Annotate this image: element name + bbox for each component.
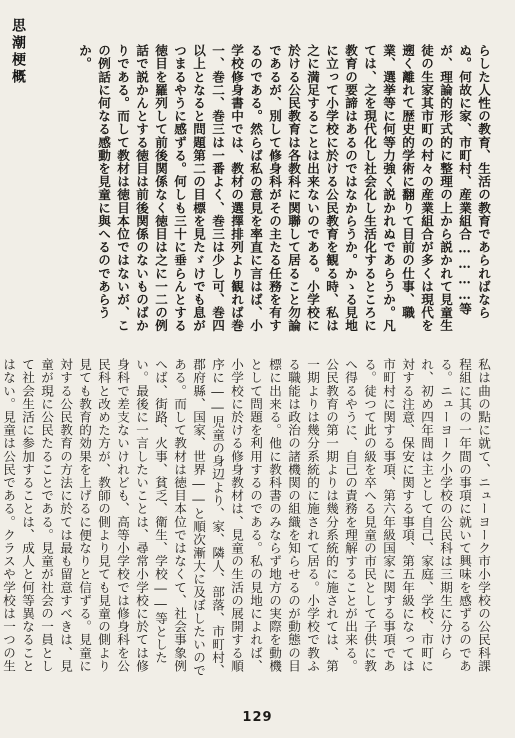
upper-text-block: らした人性の教育、生活の教育であらればならぬ。何故に家、市町村、産業組合…………等が、理論的形式的に整理の上から説かれて見童生徒の生家其市町の村々の産業組合が多くは現代を遡く離れて歴史的学術に翻りて目前の仕事、職業、選挙等に何等力強く説かれぬであらうか。凡ては、之を現代化し社会化し生活化するところに教育の要諦はあるのではなからうか。かゝる見地に立って小学校に於ける公民教育を観る時、私は之に満足することは出来ないのである。小学校に於ける公民教育は各教科に関聯して居ること勿論であるが、別して修身科がその主たる任務を有するのである。然らば私の意見を率直に言はば、小学校修身書中では、教材の選擇排列より観れば巻一、巻二、巻三は一番よく、巻三は少し可、巻四以上となると問題第二の目標を見たゞけでも息がつまるやうに感ずる。何しも三十に垂らんとする徳目を羅列して前後関係なく徳目は之に一二の例話で説かんとする徳目は前後関係のないものばかりである。而して教材は徳目本位ではないが、この例話に何なる感動を見童に與へるのであらうか。 xyxy=(77,44,491,333)
running-header: 思潮梗概 xyxy=(10,18,26,86)
page-number: 129 xyxy=(242,710,273,725)
lower-text-block: 私は曲の點に就て、ニューヨーク市小学校の公民科課程組に其の一年間の事項に就いて興味を感ずるのである。ニューヨーク小学校の公民科は三期生に分けられ、初め四年間は主として自己、家庭、学校、市町に対する注意、保安に関する事項、第五年級になっては市町村に関する事項、第六年級国家に関する事項である。徒つて此の級を卒へる見童の市民として子供に教へ得るやうに、自己の責務を理解することが出来る。公民教育の第一期よりは幾分系統的に施されては、第一期よりは幾分系統的に施されて居る。小学校で教ふる職能は政治の諸機関の組織を知らせるのが動態の目標に出来る。他に教科書のみならず地方の実際を動機として問題を利用するのである。私の見地によれば、小学校に於ける修身教材は、見童の生活の展開する順序に――児童の身辺より、家、隣人、部落、市町村、郡府縣、国家、世界――と順次漸大に及ぼしたいのである。而して教材は徳目本位ではなくて、社会事象例へば、街路、火事、貧乏、衛生、学校――等としたい。最後に一言したいことは、尋常小学校に於ては修身科で差支ないけれども、高等小学校では修身科を公民科と改めた方が、教師の側より見ても見童の側より見ても教育的効果を上げるに便なりと信ずる。見童に対する公民教育の方法に於ては最も留意すべきは、見童が現に公民たることである。見童が社会の一員として社会生活に参加することは、成人と何等異なることはない。見童は公民である。クラスや学校は一つの生 xyxy=(1,358,491,678)
